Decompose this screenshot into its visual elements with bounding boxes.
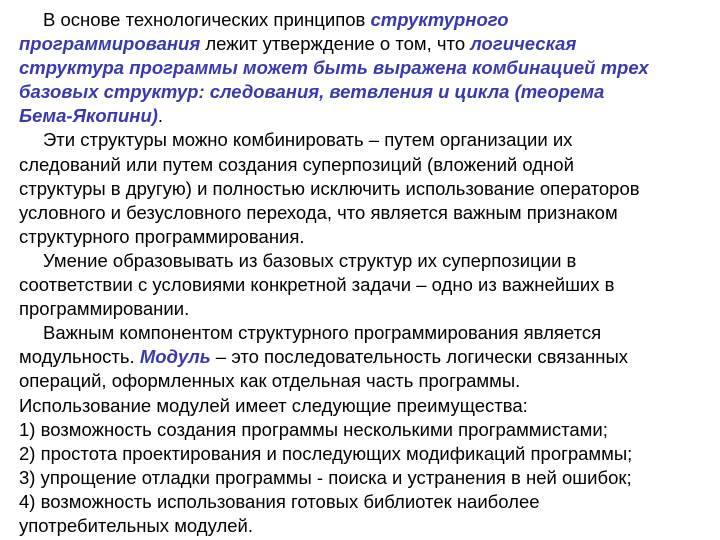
paragraph4-text: – это последовательность логически связанных	[210, 346, 629, 368]
term-structured: структурного	[370, 9, 509, 30]
paragraph1-line3	[19, 56, 706, 80]
paragraph3-line: программировании.	[19, 298, 190, 320]
paragraph3-line: Умение образовывать из базовых структур их суперпозиции в	[43, 249, 577, 271]
term-logical: логическая	[470, 33, 577, 55]
paragraph1-text: лежит утверждение о том, что	[200, 33, 471, 55]
term-module: Модуль	[139, 346, 211, 368]
paragraph2-line: структуры в другую) и полностью исключить использование операторов	[19, 177, 640, 199]
paragraph4-line2	[19, 345, 706, 369]
advantage-item: 1) возможность создания программы несколькими программистами;	[19, 418, 608, 440]
paragraph2-line: условного и безусловного перехода, что является важным признаком	[19, 201, 618, 223]
paragraph3-line: соответствии с условиями конкретной задачи – одно из важнейших в	[19, 274, 615, 296]
paragraph4-line1: Важным компонентом структурного программирования является	[43, 322, 602, 344]
paragraph1-line2	[19, 32, 706, 56]
term-base-structures: базовых структур: следования, ветвления и цикла (теорема	[19, 81, 605, 103]
advantage-item: 3) упрощение отладки программы - поиска и устранения в ней ошибок;	[19, 466, 632, 488]
paragraph4-line4: Использование модулей имеет следующие преимущества:	[19, 394, 528, 416]
paragraph1-line1	[19, 8, 706, 32]
paragraph1-line4	[19, 80, 706, 104]
paragraph1-line5	[19, 104, 706, 128]
advantage-item: употребительных модулей.	[19, 514, 253, 536]
paragraph1-text: В основе технологических принципов	[43, 9, 371, 30]
paragraph4-line3: операций, оформленных как отдельная часть программы.	[19, 370, 521, 392]
paragraph2-line: структурного программирования.	[19, 225, 305, 247]
paragraph2-line: Эти структуры можно комбинировать – путем организации их	[43, 129, 573, 151]
term-structure-statement: структура программы может быть выражена комбинацией трех	[19, 57, 649, 79]
term-bohm-jacopini: Бема-Якопини)	[19, 105, 158, 127]
paragraph4-text: модульность.	[19, 346, 140, 368]
paragraph1-text: .	[157, 105, 164, 127]
advantage-item: 2) простота проектирования и последующих модификаций программы;	[19, 442, 633, 464]
advantage-item: 4) возможность использования готовых библиотек наиболее	[19, 490, 540, 512]
term-programming: программирования	[19, 33, 201, 55]
paragraph2-line: следований или путем создания суперпозиций (вложений одной	[19, 153, 574, 175]
